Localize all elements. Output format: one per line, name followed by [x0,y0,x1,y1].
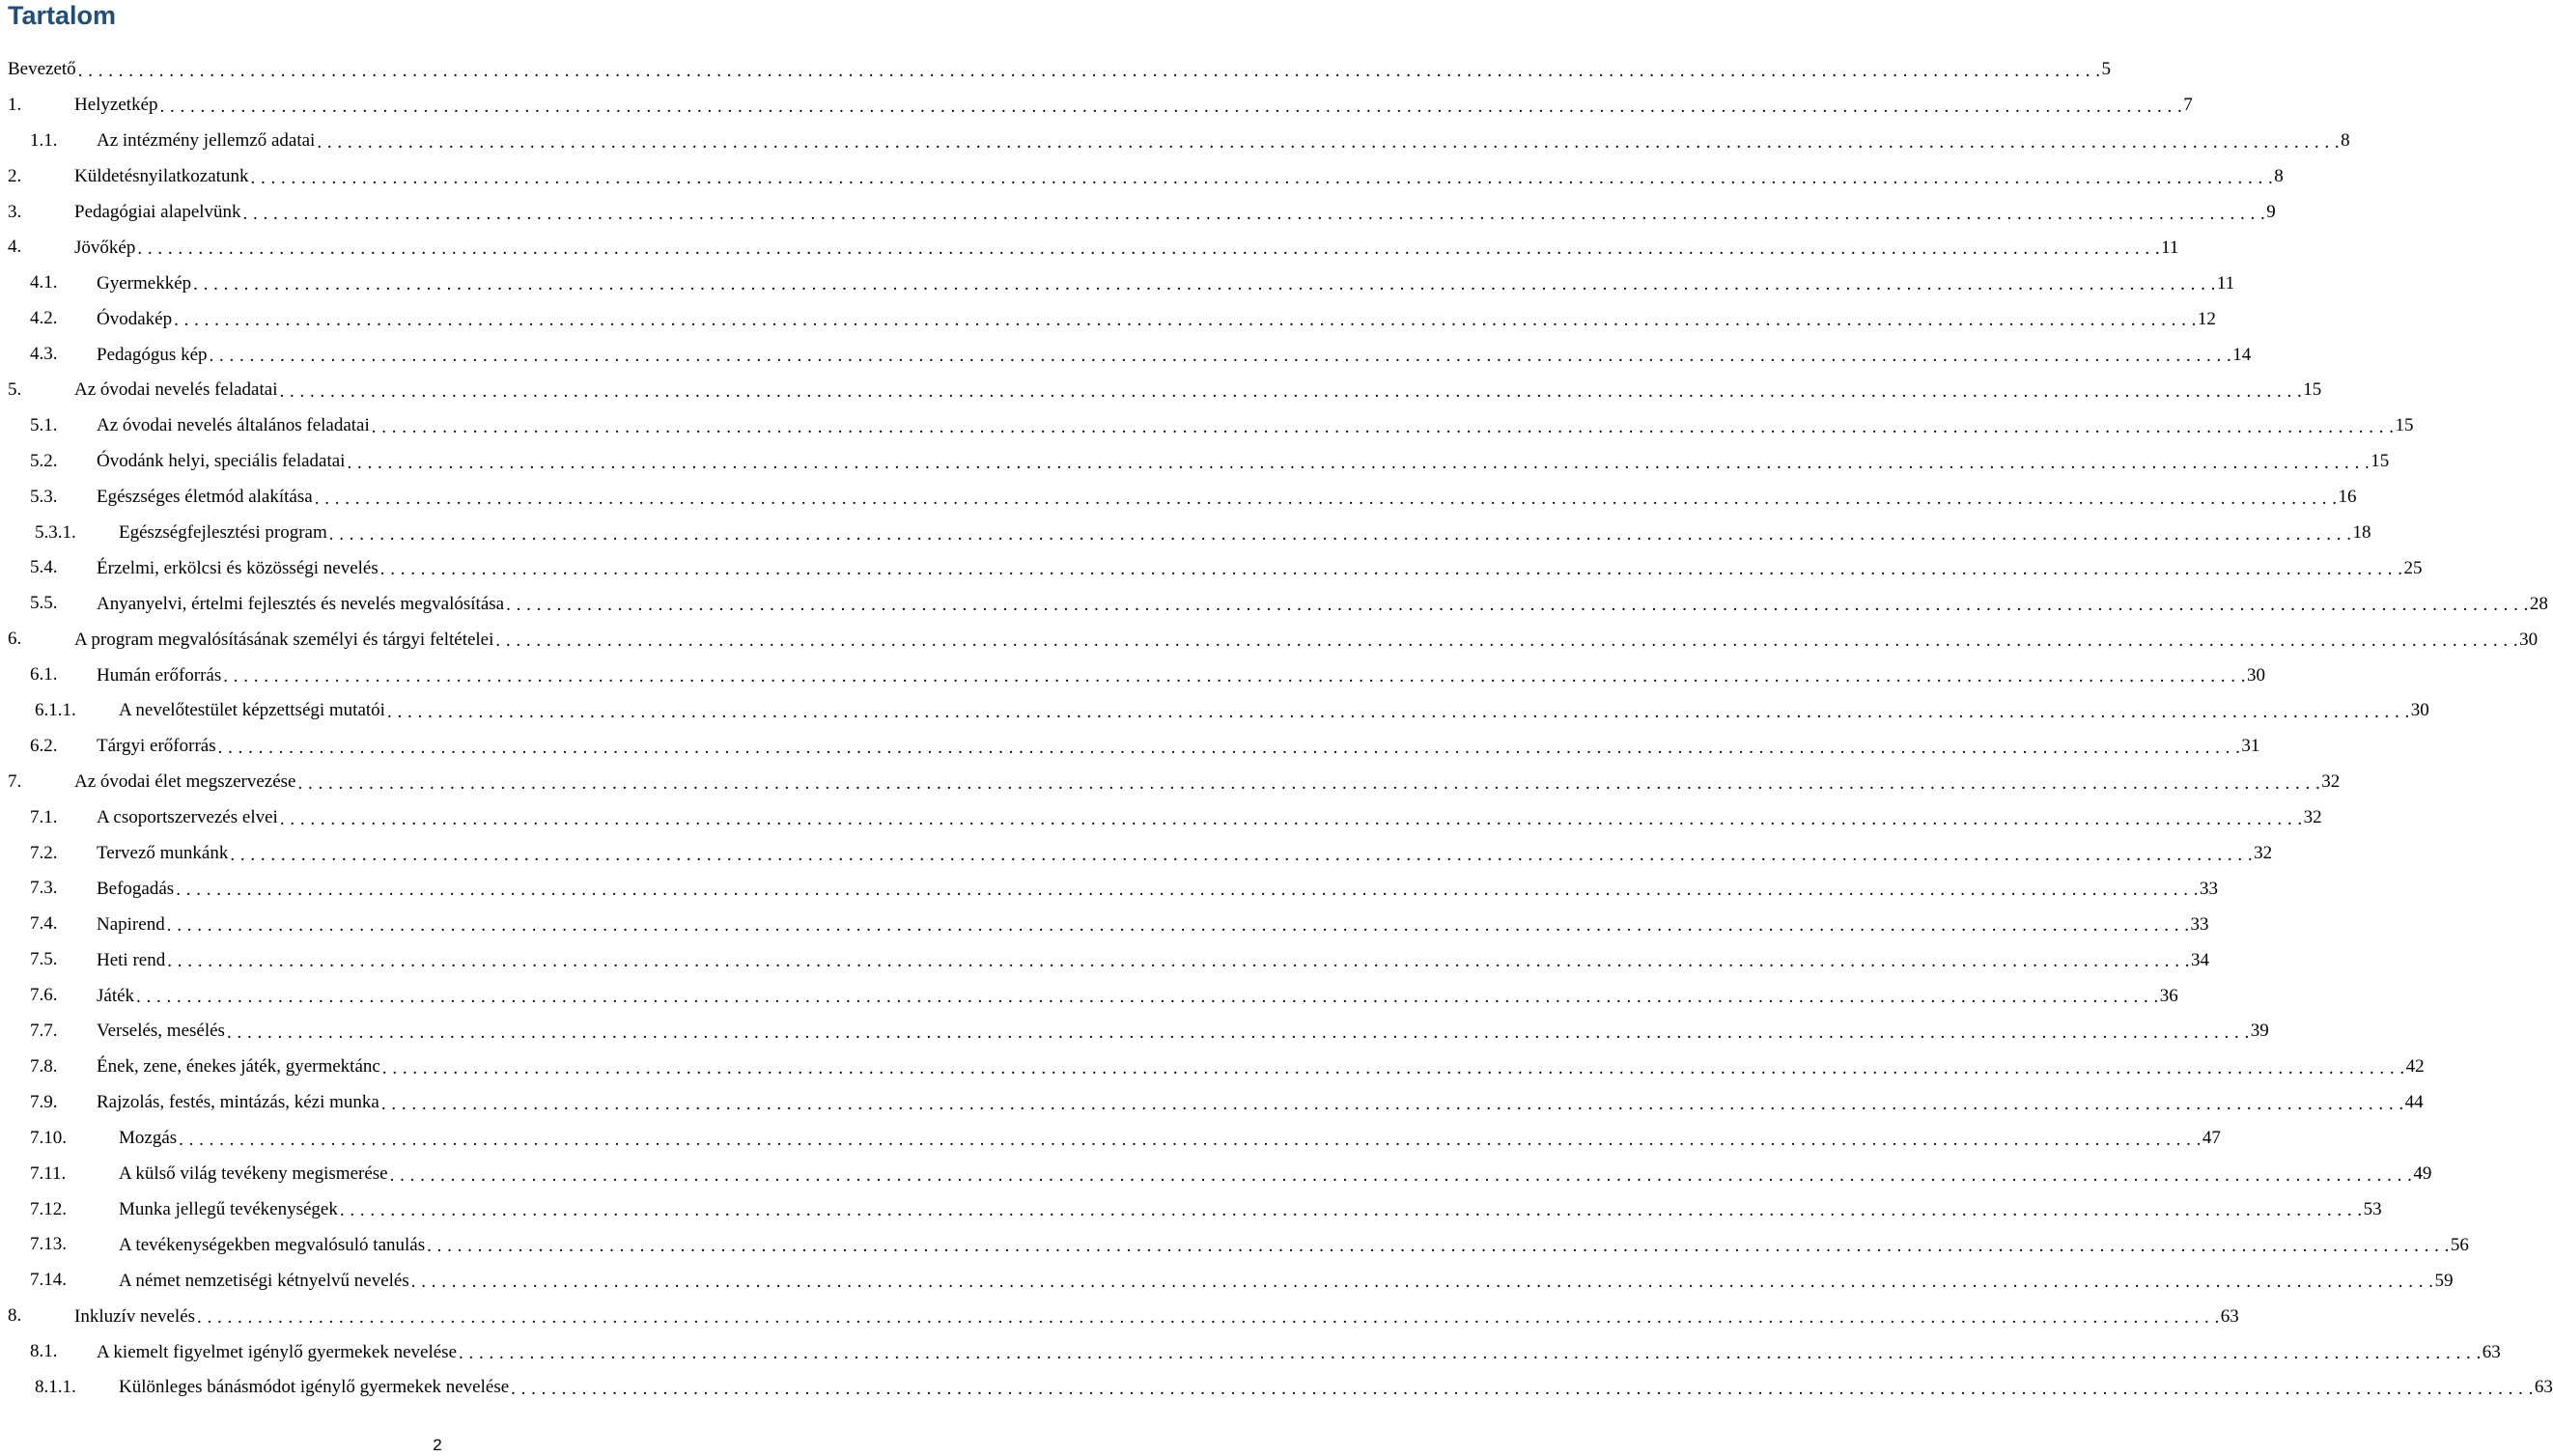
toc-entry-number: 5.4. [30,557,58,578]
toc-entry-number: 5. [8,379,22,401]
toc-entry-page: 30 [2247,664,2266,686]
dot-leader: . . . . . . . . . . . . . . . . . . . . . . . . . . . . . . . . . . . . . . . . . . . . . . . . . . . . . . . . . . . . . . . . . . . . . . . . . . . . . . . . . . . . . . . . . . . . . . . . . . . . . . . . . . . . . . . . . . . . . . . . . . . . . . . . . . . . . . . . . . . . . . . . . . . . . . . . . . . . . . . . . . . . . . . . . . . . . . . . . . . . . . . . . . . . . . . . . . . . . . . . [506,595,2529,616]
toc-entry-page: 42 [2405,1056,2425,1078]
toc-entry-number: 7.7. [30,1021,58,1042]
toc-entry-page: 34 [2190,949,2209,970]
toc-entry-label: Az intézmény jellemző adatai [97,130,316,152]
toc-entry[interactable] [0,1192,2382,1228]
toc-entry-page: 63 [2534,1377,2553,1398]
toc-entry-link[interactable] [97,658,2266,693]
toc-entry-link[interactable] [97,586,2548,622]
toc-entry-label: Különleges bánásmódot igénylő gyermekek nevelése [119,1377,510,1398]
toc-entry-label: A külső világ tevékeny megismerése [119,1163,388,1185]
toc-entry[interactable] [0,1014,2269,1050]
toc-entry-link[interactable] [119,1227,2469,1263]
toc-entry-number: 6.1.1. [35,700,76,721]
toc-entry[interactable] [0,1334,2501,1370]
toc-entry-number: 7. [8,770,22,792]
toc-entry-page: 11 [2161,237,2179,258]
dot-leader: . . . . . . . . . . . . . . . . . . . . . . . . . . . . . . . . . . . . . . . . . . . . . . . . . . . . . . . . . . . . . . . . . . . . . . . . . . . . . . . . . . . . . . . . . . . . . . . . . . . . . . . . . . . . . . . . . . . . . . . . . . . . . . . . . . . . . . . . . . . . . . . . . . . . . . . . . . . . . . . . . . . . . . . . . . . . . . . . . . . . . . . . . . . . . . . . . . . . . . . . [459,1343,2482,1363]
dot-leader: . . . . . . . . . . . . . . . . . . . . . . . . . . . . . . . . . . . . . . . . . . . . . . . . . . . . . . . . . . . . . . . . . . . . . . . . . . . . . . . . . . . . . . . . . . . . . . . . . . . . . . . . . . . . . . . . . . . . . . . . . . . . . . . . . . . . . . . . . . . . . . . . . . . . . . . . . . . . . . . . . . . . . . . . . . . . . . . . . . . . . . . . . . . . . . . . . . . . . . . . [137,238,2161,260]
toc-entry-link[interactable] [74,1299,2239,1334]
toc-entry-link[interactable] [74,765,2341,800]
toc-entry[interactable] [0,658,2266,693]
toc-entry[interactable] [0,907,2209,942]
toc-entry-number: 3. [8,201,22,222]
toc-entry-page: 39 [2250,1021,2269,1042]
toc-entry-number: 8. [8,1305,22,1327]
toc-entry-number: 7.9. [30,1091,58,1112]
toc-entry-link[interactable] [74,195,2276,231]
toc-entry-link[interactable] [97,1014,2269,1050]
toc-entry[interactable] [0,337,2252,373]
toc-entry-page: 15 [2303,379,2322,401]
toc-entry-link[interactable] [97,836,2273,872]
toc-entry-number: 4.3. [30,344,58,365]
toc-entry-number: 4.2. [30,308,58,329]
dot-leader: . . . . . . . . . . . . . . . . . . . . . . . . . . . . . . . . . . . . . . . . . . . . . . . . . . . . . . . . . . . . . . . . . . . . . . . . . . . . . . . . . . . . . . . . . . . . . . . . . . . . . . . . . . . . . . . . . . . . . . . . . . . . . . . . . . . . . . . . . . . . . . . . . . . . . . . . . . . . . . . . . . . . . . . . . . . . . . . . . . . . . . . . . . . . . . . . . . . . . . . . [217,737,2241,758]
dot-leader: . . . . . . . . . . . . . . . . . . . . . . . . . . . . . . . . . . . . . . . . . . . . . . . . . . . . . . . . . . . . . . . . . . . . . . . . . . . . . . . . . . . . . . . . . . . . . . . . . . . . . . . . . . . . . . . . . . . . . . . . . . . . . . . . . . . . . . . . . . . . . . . . . . . . . . . . . . . . . . . . . . . . . . . . . . . . . . . . . . . . . . . . . . . . . . . . . . . . . . . . [379,559,2403,580]
dot-leader: . . . . . . . . . . . . . . . . . . . . . . . . . . . . . . . . . . . . . . . . . . . . . . . . . . . . . . . . . . . . . . . . . . . . . . . . . . . . . . . . . . . . . . . . . . . . . . . . . . . . . . . . . . . . . . . . . . . . . . . . . . . . . . . . . . . . . . . . . . . . . . . . . . . . . . . . . . . . . . . . . . . . . . . . . . . . . . . . . . . . . . . . . . . . . . . . . . . . . . . . [136,987,2159,1008]
toc-entry[interactable] [0,516,2371,551]
toc-entry-number: 1. [8,94,22,115]
toc-entry-page: 33 [2199,878,2218,899]
toc-entry-link[interactable] [97,1334,2501,1370]
toc-entry[interactable] [0,1050,2425,1085]
toc-entry-link[interactable] [8,52,2111,88]
table-of-contents [0,52,2553,1406]
toc-entry[interactable] [0,586,2548,622]
toc-entry-page: 5 [2101,59,2111,80]
toc-entry-number: 5.1. [30,414,58,435]
toc-entry-number: 8.1. [30,1341,58,1362]
toc-entry-label: Munka jellegű tevékenységek [119,1198,338,1219]
toc-entry-label: Érzelmi, erkölcsi és közösségi nevelés [97,557,379,578]
toc-entry[interactable] [0,800,2322,836]
dot-leader: . . . . . . . . . . . . . . . . . . . . . . . . . . . . . . . . . . . . . . . . . . . . . . . . . . . . . . . . . . . . . . . . . . . . . . . . . . . . . . . . . . . . . . . . . . . . . . . . . . . . . . . . . . . . . . . . . . . . . . . . . . . . . . . . . . . . . . . . . . . . . . . . . . . . . . . . . . . . . . . . . . . . . . . . . . . . . . . . . . . . . . . . . . . . . . . . . . . . . . . . [179,1129,2202,1150]
toc-entry-page: 32 [2254,843,2273,864]
toc-entry[interactable] [0,159,2284,195]
toc-entry-link[interactable] [97,1085,2424,1121]
dot-leader: . . . . . . . . . . . . . . . . . . . . . . . . . . . . . . . . . . . . . . . . . . . . . . . . . . . . . . . . . . . . . . . . . . . . . . . . . . . . . . . . . . . . . . . . . . . . . . . . . . . . . . . . . . . . . . . . . . . . . . . . . . . . . . . . . . . . . . . . . . . . . . . . . . . . . . . . . . . . . . . . . . . . . . . . . . . . . . . . . . . . . . . . . . . . . . . . . . . . . . . . [339,1200,2363,1221]
toc-entry-label: Tervező munkánk [97,843,229,864]
toc-entry-link[interactable] [97,978,2178,1014]
toc-entry-page: 8 [2274,166,2284,187]
toc-entry-number: 5.3.1. [35,521,76,543]
toc-entry-page: 59 [2434,1270,2454,1291]
toc-entry-link[interactable] [97,1050,2425,1085]
dot-leader: . . . . . . . . . . . . . . . . . . . . . . . . . . . . . . . . . . . . . . . . . . . . . . . . . . . . . . . . . . . . . . . . . . . . . . . . . . . . . . . . . . . . . . . . . . . . . . . . . . . . . . . . . . . . . . . . . . . . . . . . . . . . . . . . . . . . . . . . . . . . . . . . . . . . . . . . . . . . . . . . . . . . . . . . . . . . . . . . . . . . . . . . . . . . . . . . . . . . . . . . [386,701,2410,722]
toc-entry-link[interactable] [97,266,2235,301]
toc-entry[interactable] [0,1085,2424,1121]
toc-entry[interactable] [0,622,2539,658]
toc-entry-number: 7.14. [30,1270,67,1291]
page-number: 2 [433,1436,442,1454]
toc-entry-page: 25 [2403,557,2423,578]
dot-leader: . . . . . . . . . . . . . . . . . . . . . . . . . . . . . . . . . . . . . . . . . . . . . . . . . . . . . . . . . . . . . . . . . . . . . . . . . . . . . . . . . . . . . . . . . . . . . . . . . . . . . . . . . . . . . . . . . . . . . . . . . . . . . . . . . . . . . . . . . . . . . . . . . . . . . . . . . . . . . . . . . . . . . . . . . . . . . . . . . . . . . . . . . . . . . . . . . . . . . . . . [511,1378,2534,1399]
dot-leader: . . . . . . . . . . . . . . . . . . . . . . . . . . . . . . . . . . . . . . . . . . . . . . . . . . . . . . . . . . . . . . . . . . . . . . . . . . . . . . . . . . . . . . . . . . . . . . . . . . . . . . . . . . . . . . . . . . . . . . . . . . . . . . . . . . . . . . . . . . . . . . . . . . . . . . . . . . . . . . . . . . . . . . . . . . . . . . . . . . . . . . . . . . . . . . . . . . . . . . . . [197,1307,2220,1329]
dot-leader: . . . . . . . . . . . . . . . . . . . . . . . . . . . . . . . . . . . . . . . . . . . . . . . . . . . . . . . . . . . . . . . . . . . . . . . . . . . . . . . . . . . . . . . . . . . . . . . . . . . . . . . . . . . . . . . . . . . . . . . . . . . . . . . . . . . . . . . . . . . . . . . . . . . . . . . . . . . . . . . . . . . . . . . . . . . . . . . . . . . . . . . . . . . . . . . . . . . . . . . . [410,1272,2434,1293]
toc-entry-link[interactable] [97,871,2218,907]
toc-entry-page: 30 [2519,629,2539,650]
toc-entry-page: 32 [2321,771,2341,793]
toc-entry-number: 7.8. [30,1055,58,1077]
toc-entry-label: Bevezető [8,59,76,80]
toc-entry-label: Az óvodai nevelés általános feladatai [97,415,370,436]
toc-entry-link[interactable] [97,337,2252,373]
toc-entry-label: Verselés, mesélés [97,1021,225,1042]
dot-leader: . . . . . . . . . . . . . . . . . . . . . . . . . . . . . . . . . . . . . . . . . . . . . . . . . . . . . . . . . . . . . . . . . . . . . . . . . . . . . . . . . . . . . . . . . . . . . . . . . . . . . . . . . . . . . . . . . . . . . . . . . . . . . . . . . . . . . . . . . . . . . . . . . . . . . . . . . . . . . . . . . . . . . . . . . . . . . . . . . . . . . . . . . . . . . . . . . . . . . . . . [381,1057,2405,1078]
toc-entry[interactable] [0,1157,2432,1192]
toc-entry-link[interactable] [97,301,2216,337]
dot-leader: . . . . . . . . . . . . . . . . . . . . . . . . . . . . . . . . . . . . . . . . . . . . . . . . . . . . . . . . . . . . . . . . . . . . . . . . . . . . . . . . . . . . . . . . . . . . . . . . . . . . . . . . . . . . . . . . . . . . . . . . . . . . . . . . . . . . . . . . . . . . . . . . . . . . . . . . . . . . . . . . . . . . . . . . . . . . . . . . . . . . . . . . . . . . . . . . . . . . . . . . [167,951,2190,972]
toc-entry-number: 2. [8,165,22,186]
toc-entry-label: Óvodánk helyi, speciális feladatai [97,451,346,472]
toc-entry-label: Játék [97,985,135,1006]
toc-entry-page: 14 [2232,344,2252,365]
toc-entry[interactable] [0,52,2111,88]
toc-title: Tartalom [8,1,117,30]
dot-leader: . . . . . . . . . . . . . . . . . . . . . . . . . . . . . . . . . . . . . . . . . . . . . . . . . . . . . . . . . . . . . . . . . . . . . . . . . . . . . . . . . . . . . . . . . . . . . . . . . . . . . . . . . . . . . . . . . . . . . . . . . . . . . . . . . . . . . . . . . . . . . . . . . . . . . . . . . . . . . . . . . . . . . . . . . . . . . . . . . . . . . . . . . . . . . . . . . . . . . . . . [226,1022,2250,1043]
toc-entry-page: 56 [2450,1234,2469,1255]
toc-entry-label: Anyanyelvi, értelmi fejlesztés és nevelés megvalósítása [97,593,505,614]
toc-entry-page: 49 [2413,1163,2432,1185]
toc-entry-link[interactable] [97,729,2260,765]
toc-entry-label: A tevékenységekben megvalósuló tanulás [119,1234,426,1255]
toc-entry-page: 47 [2202,1128,2221,1149]
toc-entry-label: Ének, zene, énekes játék, gyermektánc [97,1056,380,1078]
toc-entry-page: 28 [2529,593,2548,614]
toc-entry[interactable] [0,195,2276,231]
toc-entry[interactable] [0,373,2322,408]
toc-entry-label: A program megvalósításának személyi és tárgyi feltételei [74,629,494,650]
toc-entry[interactable] [0,444,2390,480]
toc-entry-link[interactable] [119,1121,2221,1157]
dot-leader: . . . . . . . . . . . . . . . . . . . . . . . . . . . . . . . . . . . . . . . . . . . . . . . . . . . . . . . . . . . . . . . . . . . . . . . . . . . . . . . . . . . . . . . . . . . . . . . . . . . . . . . . . . . . . . . . . . . . . . . . . . . . . . . . . . . . . . . . . . . . . . . . . . . . . . . . . . . . . . . . . . . . . . . . . . . . . . . . . . . . . . . . . . . . . . . . . . . . . . . . [380,1093,2404,1114]
dot-leader: . . . . . . . . . . . . . . . . . . . . . . . . . . . . . . . . . . . . . . . . . . . . . . . . . . . . . . . . . . . . . . . . . . . . . . . . . . . . . . . . . . . . . . . . . . . . . . . . . . . . . . . . . . . . . . . . . . . . . . . . . . . . . . . . . . . . . . . . . . . . . . . . . . . . . . . . . . . . . . . . . . . . . . . . . . . . . . . . . . . . . . . . . . . . . . . . . . . . . . . . [328,523,2352,545]
toc-entry-number: 5.5. [30,593,58,614]
toc-entry-page: 18 [2352,522,2371,544]
toc-entry-number: 5.2. [30,450,58,471]
toc-entry[interactable] [0,408,2414,444]
toc-entry[interactable] [0,1121,2221,1157]
toc-entry-number: 5.3. [30,486,58,507]
toc-entry-label: Mozgás [119,1128,178,1149]
dot-leader: . . . . . . . . . . . . . . . . . . . . . . . . . . . . . . . . . . . . . . . . . . . . . . . . . . . . . . . . . . . . . . . . . . . . . . . . . . . . . . . . . . . . . . . . . . . . . . . . . . . . . . . . . . . . . . . . . . . . . . . . . . . . . . . . . . . . . . . . . . . . . . . . . . . . . . . . . . . . . . . . . . . . . . . . . . . . . . . . . . . . . . . . . . . . . . . . . . . . . . . . [159,96,2183,117]
dot-leader: . . . . . . . . . . . . . . . . . . . . . . . . . . . . . . . . . . . . . . . . . . . . . . . . . . . . . . . . . . . . . . . . . . . . . . . . . . . . . . . . . . . . . . . . . . . . . . . . . . . . . . . . . . . . . . . . . . . . . . . . . . . . . . . . . . . . . . . . . . . . . . . . . . . . . . . . . . . . . . . . . . . . . . . . . . . . . . . . . . . . . . . . . . . . . . . . . . . . . . . . [242,203,2266,224]
toc-entry-link[interactable] [97,942,2209,978]
toc-entry[interactable] [0,871,2218,907]
toc-entry-label: Heti rend [97,949,166,970]
toc-entry-label: Egészségfejlesztési program [119,522,327,544]
toc-entry-number: 4. [8,237,22,258]
dot-leader: . . . . . . . . . . . . . . . . . . . . . . . . . . . . . . . . . . . . . . . . . . . . . . . . . . . . . . . . . . . . . . . . . . . . . . . . . . . . . . . . . . . . . . . . . . . . . . . . . . . . . . . . . . . . . . . . . . . . . . . . . . . . . . . . . . . . . . . . . . . . . . . . . . . . . . . . . . . . . . . . . . . . . . . . . . . . . . . . . . . . . . . . . . . . . . . . . . . . . . . . [495,630,2519,652]
toc-entry[interactable] [0,693,2429,729]
toc-entry[interactable] [0,765,2341,800]
toc-entry-page: 8 [2341,130,2350,152]
dot-leader: . . . . . . . . . . . . . . . . . . . . . . . . . . . . . . . . . . . . . . . . . . . . . . . . . . . . . . . . . . . . . . . . . . . . . . . . . . . . . . . . . . . . . . . . . . . . . . . . . . . . . . . . . . . . . . . . . . . . . . . . . . . . . . . . . . . . . . . . . . . . . . . . . . . . . . . . . . . . . . . . . . . . . . . . . . . . . . . . . . . . . . . . . . . . . . . . . . . . . . . . [427,1236,2450,1257]
dot-leader: . . . . . . . . . . . . . . . . . . . . . . . . . . . . . . . . . . . . . . . . . . . . . . . . . . . . . . . . . . . . . . . . . . . . . . . . . . . . . . . . . . . . . . . . . . . . . . . . . . . . . . . . . . . . . . . . . . . . . . . . . . . . . . . . . . . . . . . . . . . . . . . . . . . . . . . . . . . . . . . . . . . . . . . . . . . . . . . . . . . . . . . . . . . . . . . . . . . . . . . . [209,346,2232,367]
dot-leader: . . . . . . . . . . . . . . . . . . . . . . . . . . . . . . . . . . . . . . . . . . . . . . . . . . . . . . . . . . . . . . . . . . . . . . . . . . . . . . . . . . . . . . . . . . . . . . . . . . . . . . . . . . . . . . . . . . . . . . . . . . . . . . . . . . . . . . . . . . . . . . . . . . . . . . . . . . . . . . . . . . . . . . . . . . . . . . . . . . . . . . . . . . . . . . . . . . . . . . . . [166,915,2190,937]
toc-entry-label: Rajzolás, festés, mintázás, kézi munka [97,1092,379,1113]
toc-entry[interactable] [0,978,2178,1014]
dot-leader: . . . . . . . . . . . . . . . . . . . . . . . . . . . . . . . . . . . . . . . . . . . . . . . . . . . . . . . . . . . . . . . . . . . . . . . . . . . . . . . . . . . . . . . . . . . . . . . . . . . . . . . . . . . . . . . . . . . . . . . . . . . . . . . . . . . . . . . . . . . . . . . . . . . . . . . . . . . . . . . . . . . . . . . . . . . . . . . . . . . . . . . . . . . . . . . . . . . . . . . . [314,488,2338,509]
toc-entry-link[interactable] [119,1263,2454,1299]
dot-leader: . . . . . . . . . . . . . . . . . . . . . . . . . . . . . . . . . . . . . . . . . . . . . . . . . . . . . . . . . . . . . . . . . . . . . . . . . . . . . . . . . . . . . . . . . . . . . . . . . . . . . . . . . . . . . . . . . . . . . . . . . . . . . . . . . . . . . . . . . . . . . . . . . . . . . . . . . . . . . . . . . . . . . . . . . . . . . . . . . . . . . . . . . . . . . . . . . . . . . . . . [250,167,2274,188]
dot-leader: . . . . . . . . . . . . . . . . . . . . . . . . . . . . . . . . . . . . . . . . . . . . . . . . . . . . . . . . . . . . . . . . . . . . . . . . . . . . . . . . . . . . . . . . . . . . . . . . . . . . . . . . . . . . . . . . . . . . . . . . . . . . . . . . . . . . . . . . . . . . . . . . . . . . . . . . . . . . . . . . . . . . . . . . . . . . . . . . . . . . . . . . . . . . . . . . . . . . . . . . [77,60,2101,81]
toc-entry[interactable] [0,836,2273,872]
toc-entry-link[interactable] [119,693,2429,729]
toc-entry[interactable] [0,550,2423,586]
toc-entry-label: Befogadás [97,878,175,899]
toc-entry-number: 7.12. [30,1198,67,1219]
toc-entry-label: Óvodakép [97,308,173,329]
toc-entry-label: Tárgyi erőforrás [97,736,216,757]
toc-entry[interactable] [0,230,2179,266]
toc-entry-label: A nevelőtestület képzettségi mutatói [119,700,385,721]
toc-entry-link[interactable] [97,408,2414,444]
toc-entry-page: 11 [2216,272,2235,294]
dot-leader: . . . . . . . . . . . . . . . . . . . . . . . . . . . . . . . . . . . . . . . . . . . . . . . . . . . . . . . . . . . . . . . . . . . . . . . . . . . . . . . . . . . . . . . . . . . . . . . . . . . . . . . . . . . . . . . . . . . . . . . . . . . . . . . . . . . . . . . . . . . . . . . . . . . . . . . . . . . . . . . . . . . . . . . . . . . . . . . . . . . . . . . . . . . . . . . . . . . . . . . . [297,772,2321,794]
toc-entry-label: Gyermekkép [97,272,192,294]
toc-entry-label: Pedagógiai alapelvünk [74,202,241,222]
toc-entry-page: 44 [2404,1092,2424,1113]
dot-leader: . . . . . . . . . . . . . . . . . . . . . . . . . . . . . . . . . . . . . . . . . . . . . . . . . . . . . . . . . . . . . . . . . . . . . . . . . . . . . . . . . . . . . . . . . . . . . . . . . . . . . . . . . . . . . . . . . . . . . . . . . . . . . . . . . . . . . . . . . . . . . . . . . . . . . . . . . . . . . . . . . . . . . . . . . . . . . . . . . . . . . . . . . . . . . . . . . . . . . . . . [279,380,2303,402]
dot-leader: . . . . . . . . . . . . . . . . . . . . . . . . . . . . . . . . . . . . . . . . . . . . . . . . . . . . . . . . . . . . . . . . . . . . . . . . . . . . . . . . . . . . . . . . . . . . . . . . . . . . . . . . . . . . . . . . . . . . . . . . . . . . . . . . . . . . . . . . . . . . . . . . . . . . . . . . . . . . . . . . . . . . . . . . . . . . . . . . . . . . . . . . . . . . . . . . . . . . . . . . [279,808,2303,829]
toc-entry-number: 8.1.1. [35,1376,76,1397]
toc-entry-link[interactable] [97,550,2423,586]
toc-entry-number: 7.3. [30,878,58,899]
toc-entry[interactable] [0,1227,2469,1263]
toc-entry-page: 12 [2197,308,2216,329]
toc-entry-link[interactable] [74,88,2193,124]
toc-entry-page: 33 [2190,913,2209,935]
toc-entry-label: Az óvodai élet megszervezése [74,771,296,793]
toc-entry-number: 4.1. [30,272,58,294]
toc-entry[interactable] [0,88,2193,124]
toc-entry-link[interactable] [97,444,2390,480]
toc-entry-link[interactable] [74,230,2179,266]
toc-entry-link[interactable] [74,373,2322,408]
toc-entry[interactable] [0,266,2235,301]
toc-entry-page: 7 [2183,95,2193,116]
dot-leader: . . . . . . . . . . . . . . . . . . . . . . . . . . . . . . . . . . . . . . . . . . . . . . . . . . . . . . . . . . . . . . . . . . . . . . . . . . . . . . . . . . . . . . . . . . . . . . . . . . . . . . . . . . . . . . . . . . . . . . . . . . . . . . . . . . . . . . . . . . . . . . . . . . . . . . . . . . . . . . . . . . . . . . . . . . . . . . . . . . . . . . . . . . . . . . . . . . . . . . . . [230,844,2254,865]
toc-entry-label: A német nemzetiségi kétnyelvű nevelés [119,1270,409,1291]
toc-entry-label: Napirend [97,913,165,935]
toc-entry-label: Jövőkép [74,237,136,258]
dot-leader: . . . . . . . . . . . . . . . . . . . . . . . . . . . . . . . . . . . . . . . . . . . . . . . . . . . . . . . . . . . . . . . . . . . . . . . . . . . . . . . . . . . . . . . . . . . . . . . . . . . . . . . . . . . . . . . . . . . . . . . . . . . . . . . . . . . . . . . . . . . . . . . . . . . . . . . . . . . . . . . . . . . . . . . . . . . . . . . . . . . . . . . . . . . . . . . . . . . . . . . . [371,416,2395,437]
toc-entry-label: A kiemelt figyelmet igénylő gyermekek nevelése [97,1341,458,1362]
dot-leader: . . . . . . . . . . . . . . . . . . . . . . . . . . . . . . . . . . . . . . . . . . . . . . . . . . . . . . . . . . . . . . . . . . . . . . . . . . . . . . . . . . . . . . . . . . . . . . . . . . . . . . . . . . . . . . . . . . . . . . . . . . . . . . . . . . . . . . . . . . . . . . . . . . . . . . . . . . . . . . . . . . . . . . . . . . . . . . . . . . . . . . . . . . . . . . . . . . . . . . . . [389,1164,2413,1186]
toc-entry-page: 15 [2395,415,2414,436]
toc-entry-page: 31 [2241,736,2260,757]
toc-entry[interactable] [0,1370,2553,1406]
toc-entry-link[interactable] [97,800,2322,836]
toc-entry-link[interactable] [97,124,2350,159]
toc-entry-number: 7.11. [30,1162,67,1184]
toc-entry-label: Egészséges életmód alakítása [97,487,313,508]
toc-entry[interactable] [0,124,2350,159]
toc-entry-number: 7.1. [30,806,58,827]
dot-leader: . . . . . . . . . . . . . . . . . . . . . . . . . . . . . . . . . . . . . . . . . . . . . . . . . . . . . . . . . . . . . . . . . . . . . . . . . . . . . . . . . . . . . . . . . . . . . . . . . . . . . . . . . . . . . . . . . . . . . . . . . . . . . . . . . . . . . . . . . . . . . . . . . . . . . . . . . . . . . . . . . . . . . . . . . . . . . . . . . . . . . . . . . . . . . . . . . . . . . . . . [193,274,2216,295]
toc-entry[interactable] [0,480,2357,516]
toc-entry-label: Helyzetkép [74,95,158,116]
toc-entry-link[interactable] [119,1157,2432,1192]
toc-entry-link[interactable] [74,622,2539,658]
toc-entry-label: Humán erőforrás [97,664,222,686]
toc-entry-link[interactable] [119,1370,2553,1406]
toc-entry-label: Pedagógus kép [97,344,208,365]
toc-entry-label: A csoportszervezés elvei [97,807,278,828]
toc-entry-number: 7.5. [30,949,58,970]
toc-entry-link[interactable] [119,516,2371,551]
toc-entry[interactable] [0,729,2260,765]
toc-entry[interactable] [0,301,2216,337]
toc-entry-link[interactable] [119,1192,2382,1228]
toc-entry-label: Az óvodai nevelés feladatai [74,379,278,401]
toc-entry-page: 53 [2363,1198,2382,1219]
dot-leader: . . . . . . . . . . . . . . . . . . . . . . . . . . . . . . . . . . . . . . . . . . . . . . . . . . . . . . . . . . . . . . . . . . . . . . . . . . . . . . . . . . . . . . . . . . . . . . . . . . . . . . . . . . . . . . . . . . . . . . . . . . . . . . . . . . . . . . . . . . . . . . . . . . . . . . . . . . . . . . . . . . . . . . . . . . . . . . . . . . . . . . . . . . . . . . . . . . . . . . . . [347,452,2371,473]
toc-entry-link[interactable] [97,907,2209,942]
toc-entry-page: 9 [2266,202,2276,222]
toc-entry-link[interactable] [97,480,2357,516]
toc-entry-page: 63 [2482,1341,2501,1362]
toc-entry-page: 36 [2159,985,2178,1006]
toc-entry-number: 7.6. [30,985,58,1006]
dot-leader: . . . . . . . . . . . . . . . . . . . . . . . . . . . . . . . . . . . . . . . . . . . . . . . . . . . . . . . . . . . . . . . . . . . . . . . . . . . . . . . . . . . . . . . . . . . . . . . . . . . . . . . . . . . . . . . . . . . . . . . . . . . . . . . . . . . . . . . . . . . . . . . . . . . . . . . . . . . . . . . . . . . . . . . . . . . . . . . . . . . . . . . . . . . . . . . . . . . . . . . . [317,131,2341,153]
toc-entry-number: 7.2. [30,842,58,863]
toc-entry-number: 6.1. [30,664,58,686]
toc-entry[interactable] [0,1263,2454,1299]
toc-entry-page: 63 [2220,1305,2239,1327]
toc-entry-number: 7.10. [30,1127,67,1148]
dot-leader: . . . . . . . . . . . . . . . . . . . . . . . . . . . . . . . . . . . . . . . . . . . . . . . . . . . . . . . . . . . . . . . . . . . . . . . . . . . . . . . . . . . . . . . . . . . . . . . . . . . . . . . . . . . . . . . . . . . . . . . . . . . . . . . . . . . . . . . . . . . . . . . . . . . . . . . . . . . . . . . . . . . . . . . . . . . . . . . . . . . . . . . . . . . . . . . . . . . . . . . . [174,310,2197,331]
toc-entry-page: 32 [2303,807,2322,828]
toc-entry-number: 7.4. [30,913,58,935]
toc-entry-number: 6.2. [30,735,58,756]
toc-entry-number: 6. [8,629,22,650]
toc-entry-page: 15 [2371,451,2390,472]
toc-entry[interactable] [0,942,2209,978]
toc-entry-number: 7.13. [30,1234,67,1255]
dot-leader: . . . . . . . . . . . . . . . . . . . . . . . . . . . . . . . . . . . . . . . . . . . . . . . . . . . . . . . . . . . . . . . . . . . . . . . . . . . . . . . . . . . . . . . . . . . . . . . . . . . . . . . . . . . . . . . . . . . . . . . . . . . . . . . . . . . . . . . . . . . . . . . . . . . . . . . . . . . . . . . . . . . . . . . . . . . . . . . . . . . . . . . . . . . . . . . . . . . . . . . . [176,880,2199,901]
toc-entry-page: 16 [2338,487,2357,508]
toc-entry-label: Inkluzív nevelés [74,1305,196,1327]
toc-entry-page: 30 [2410,700,2429,721]
toc-entry-number: 1.1. [30,129,58,151]
toc-entry[interactable] [0,1299,2239,1334]
toc-entry-link[interactable] [74,159,2284,195]
toc-entry-label: Küldetésnyilatkozatunk [74,166,249,187]
dot-leader: . . . . . . . . . . . . . . . . . . . . . . . . . . . . . . . . . . . . . . . . . . . . . . . . . . . . . . . . . . . . . . . . . . . . . . . . . . . . . . . . . . . . . . . . . . . . . . . . . . . . . . . . . . . . . . . . . . . . . . . . . . . . . . . . . . . . . . . . . . . . . . . . . . . . . . . . . . . . . . . . . . . . . . . . . . . . . . . . . . . . . . . . . . . . . . . . . . . . . . . . [223,666,2247,687]
